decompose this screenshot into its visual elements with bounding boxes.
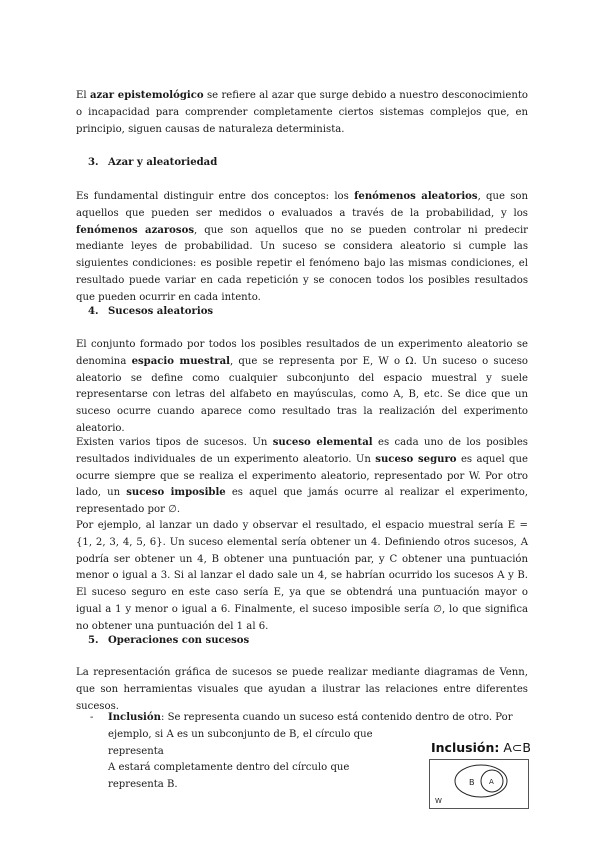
section-heading-5 — [88, 633, 249, 649]
section-heading-3 — [88, 155, 217, 171]
paragraph-azar-epistemologico — [76, 88, 528, 138]
paragraph-tipos-sucesos — [76, 435, 528, 519]
text: es cada uno de los posibles resultados individuales de un experimento aleatorio. Un — [76, 437, 528, 465]
paragraph-fenomenos — [76, 189, 528, 307]
bullet-dash: - — [90, 712, 94, 723]
section-title: Operaciones con sucesos — [108, 635, 250, 646]
figure-title-formula: A⊂B — [499, 740, 531, 755]
venn-diagram-inclusion — [429, 759, 529, 809]
text: El — [76, 90, 90, 101]
text: El conjunto formado por todos los posibles resultados de un experimento aleatorio se denomina — [76, 339, 528, 367]
section-number: 3. — [88, 157, 99, 168]
section-number: 5. — [88, 635, 99, 646]
figure-title-bold: Inclusión: — [431, 740, 500, 755]
text: La representación gráfica de sucesos se puede realizar mediante diagramas de Venn, que son herramientas visuales que ayudan a ilustrar las relaciones entre diferentes sucesos. — [76, 667, 528, 712]
text: Por ejemplo, al lanzar un dado y observar el resultado, el espacio muestral sería E = {1, 2, 3, 4, 5, 6}. Un suceso elemental sería obtener un 4. Definiendo otros sucesos, A podría ser obtener un 4, B obtener una puntuación par, y C obtener una puntuación menor o igual a 3. Si al lanzar el dado sale un 4, se habrían ocurrido los sucesos A y B. El suceso seguro en este caso sería E, ya que se obtendrá una puntuación mayor o igual a 1 y menor o igual a 6. Finalmente, el suceso imposible sería ∅, lo que significa no obtener una puntuación del 1 al 6. — [76, 520, 528, 632]
text: , que son aquellos que no se pueden controlar ni predecir mediante leyes de probabilidad. Un suceso se considera aleatorio si cumple las siguientes condiciones: es posible repetir el fenómeno bajo las mismas condiciones, el resultado puede variar en cada repetición y se conocen todos los posibles resultados que pueden ocurrir en cada intento. — [76, 224, 528, 303]
text: : Se representa cuando un suceso está contenido dentro de otro. Por — [160, 712, 513, 723]
text: se refiere al azar que surge debido a nuestro desconocimiento o incapacidad para comprender completamente ciertos sistemas complejos que, en principio, siguen causas de naturaleza determinista. — [76, 90, 528, 135]
universe-rectangle — [430, 760, 529, 809]
bullet-line — [108, 710, 528, 727]
section-heading-4 — [88, 304, 213, 320]
text: Es fundamental distinguir entre dos conceptos: los — [76, 191, 355, 202]
bold-term: suceso elemental — [272, 437, 373, 448]
bold-term: fenómenos azarosos — [76, 224, 195, 236]
universe-label: W — [435, 797, 442, 805]
set-b-label: B — [469, 778, 475, 787]
text: , que se representa por E, W o Ω. Un suceso o suceso aleatorio se define como cualquier subconjunto del espacio muestral y suele representarse con letras del alfabeto en mayúsculas, como A, B, etc. Se dice que un suceso ocurre cuando aparece como resultado tras la realización del experimento aleatorio. — [76, 355, 528, 434]
paragraph-espacio-muestral — [76, 337, 528, 438]
paragraph-venn — [76, 665, 528, 715]
text: Existen varios tipos de sucesos. Un — [76, 437, 273, 448]
bold-term: espacio muestral — [131, 355, 230, 367]
text: es aquel que jamás ocurre al realizar el experimento, representado por ∅. — [76, 487, 529, 516]
bullet-line: ejemplo, si A es un subconjunto de B, el círculo que representa — [108, 728, 373, 757]
set-a-label: A — [489, 778, 494, 786]
figure-title — [431, 740, 531, 755]
section-number: 4. — [88, 306, 99, 317]
bold-term: azar epistemológico — [89, 90, 204, 101]
bold-term: suceso seguro — [375, 453, 457, 465]
bullet-line: A estará completamente dentro del círculo que representa B. — [108, 762, 350, 791]
section-title: Azar y aleatoriedad — [108, 157, 218, 168]
text: , que son aquellos que pueden ser medidos o evaluados a través de la probabilidad, y los — [76, 191, 528, 219]
section-title: Sucesos aleatorios — [108, 306, 214, 317]
bold-term: fenómenos aleatorios — [354, 191, 478, 202]
bold-term: suceso imposible — [126, 487, 226, 499]
text: es aquel que ocurre siempre que se realiza el experimento aleatorio, representado por W. Por otro lado, un — [76, 453, 528, 499]
paragraph-ejemplo-dado — [76, 518, 528, 636]
bold-term: Inclusión — [108, 712, 161, 723]
